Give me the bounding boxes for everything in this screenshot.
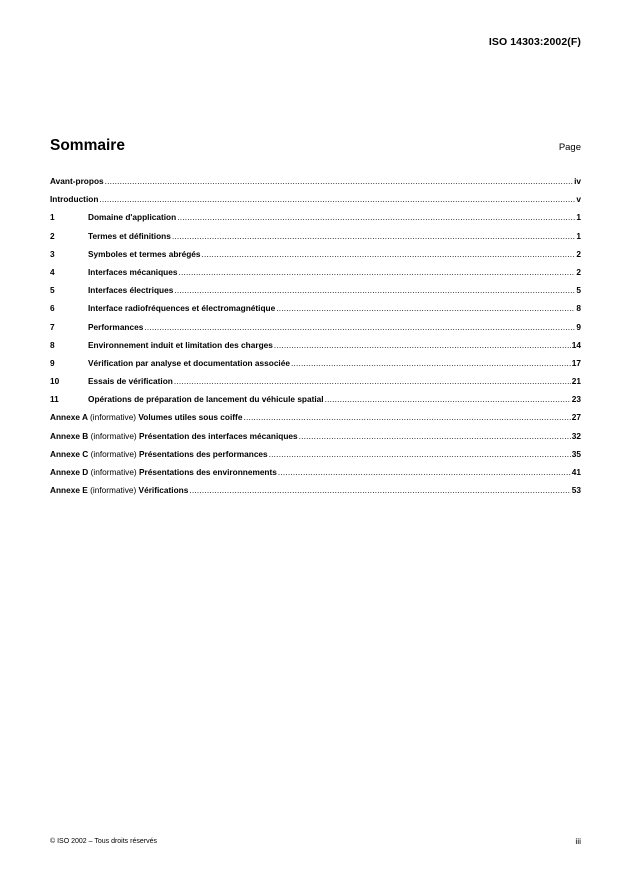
toc-entry-number: 2 — [50, 230, 55, 241]
toc-entry-title-group — [88, 231, 171, 241]
toc-dot-leader — [202, 249, 576, 259]
toc-annex-type: (informative) — [89, 412, 137, 423]
toc-entry-page: iv — [574, 176, 581, 186]
toc-dot-leader — [274, 340, 571, 350]
toc-entry-title: Essais de vérification — [88, 376, 173, 387]
toc-entry-page: 2 — [576, 248, 581, 259]
toc-annex-label: Annexe A — [50, 412, 88, 423]
toc-title: Sommaire — [50, 137, 125, 154]
toc-entry-page: 35 — [571, 448, 581, 459]
toc-entry-title-group — [88, 376, 173, 386]
toc-entry-page: 9 — [576, 321, 581, 332]
toc-entry-number: 9 — [50, 357, 55, 368]
toc-entry[interactable] — [50, 303, 581, 321]
toc-annex-label: Annexe D — [50, 467, 89, 477]
toc-entry-title: Termes et définitions — [88, 230, 171, 241]
toc-entry-number: 3 — [50, 248, 55, 259]
toc-entry-number: 10 — [50, 376, 60, 387]
toc-entry-title: Environnement induit et limitation des charges — [88, 339, 273, 350]
toc-entry[interactable] — [50, 376, 581, 394]
toc-entry-page: 14 — [571, 339, 581, 350]
toc-entry-page: 17 — [571, 357, 581, 368]
toc-entry-page: v — [576, 194, 581, 205]
toc-entry-title: Interfaces mécaniques — [88, 266, 178, 277]
toc-entry-number: 8 — [50, 339, 55, 350]
toc-dot-leader — [177, 212, 575, 222]
toc-dot-leader — [99, 194, 575, 204]
toc-entry[interactable] — [50, 358, 581, 376]
toc-entry-title: Présentation des interfaces mécaniques — [139, 430, 298, 441]
toc-entry[interactable] — [50, 176, 581, 194]
toc-entry-page: 1 — [576, 230, 581, 241]
toc-entry[interactable] — [50, 485, 581, 503]
toc-entry-title-group — [88, 394, 324, 404]
toc-entry-title: Présentations des performances — [139, 448, 268, 459]
toc-entry-title: Domaine d'application — [88, 212, 177, 223]
footer-page-number: iii — [575, 836, 581, 846]
toc-dot-leader — [174, 285, 575, 295]
toc-dot-leader — [325, 394, 571, 404]
toc-entry-number: 6 — [50, 303, 55, 314]
toc-entry-title: Avant-propos — [50, 176, 104, 186]
toc-dot-leader — [172, 231, 576, 241]
footer-copyright: © ISO 2002 – Tous droits réservés — [50, 838, 157, 845]
toc-entry-title-group — [50, 176, 104, 186]
toc-entry-number: 5 — [50, 285, 55, 296]
toc-entry-title-group — [50, 194, 98, 204]
toc-entry-title-group — [50, 467, 277, 477]
toc-entry-number: 4 — [50, 266, 55, 277]
toc-entry-title: Introduction — [50, 194, 99, 205]
toc-entry-title-group — [88, 285, 173, 295]
toc-entry-title-group — [88, 340, 273, 350]
toc-entry-title-group — [50, 412, 242, 422]
toc-entry-page: 41 — [571, 467, 581, 477]
toc-annex-label: Annexe B — [50, 430, 89, 441]
toc-entry-title-group — [88, 303, 275, 313]
toc-entry-title: Interface radiofréquences et électromagnétique — [88, 303, 276, 314]
toc-dot-leader — [189, 485, 570, 495]
toc-dot-leader — [243, 412, 570, 422]
toc-entry-number: 1 — [50, 212, 55, 223]
toc-entry[interactable] — [50, 449, 581, 467]
toc-entry-title: Performances — [88, 321, 144, 332]
toc-entry-title: Volumes utiles sous coiffe — [138, 412, 243, 423]
toc-entry[interactable] — [50, 394, 581, 412]
toc-entry-title: Interfaces électriques — [88, 285, 174, 296]
toc-entry[interactable] — [50, 467, 581, 485]
toc-annex-type: (informative) — [90, 430, 137, 441]
toc-entry-title: Vérifications — [138, 485, 189, 496]
toc-entry-page: 1 — [576, 212, 581, 223]
toc-dot-leader — [105, 176, 573, 186]
toc-dot-leader — [299, 431, 571, 441]
toc-entry-title-group — [88, 249, 201, 259]
toc-entry-title-group — [50, 431, 298, 441]
toc-entry-title-group — [88, 267, 177, 277]
toc-dot-leader — [276, 303, 575, 313]
toc-dot-leader — [269, 449, 571, 459]
toc-entry-title: Symboles et termes abrégés — [88, 248, 201, 259]
toc-dot-leader — [178, 267, 575, 277]
toc-entry[interactable] — [50, 249, 581, 267]
toc-entry-number: 7 — [50, 321, 55, 332]
toc-entry-title-group — [50, 449, 268, 459]
toc-entry-title-group — [88, 322, 143, 332]
table-of-contents — [50, 176, 581, 503]
toc-page-column-label: Page — [558, 142, 581, 153]
toc-entry-page: 5 — [576, 285, 581, 296]
toc-entry-page: 27 — [571, 412, 581, 423]
toc-entry[interactable] — [50, 340, 581, 358]
document-id: ISO 14303:2002(F) — [488, 36, 581, 48]
toc-entry-page: 23 — [571, 394, 581, 405]
toc-annex-type: (informative) — [90, 467, 137, 477]
toc-entry-title: Opérations de préparation de lancement du véhicule spatial — [88, 394, 324, 405]
toc-entry-title: Présentations des environnements — [139, 467, 277, 477]
toc-entry-page: 32 — [571, 430, 581, 441]
toc-annex-type: (informative) — [90, 448, 137, 459]
toc-entry-page: 8 — [576, 303, 581, 314]
toc-entry[interactable] — [50, 194, 581, 212]
toc-entry[interactable] — [50, 231, 581, 249]
toc-entry-page: 21 — [571, 376, 581, 387]
toc-annex-label: Annexe C — [50, 448, 89, 459]
toc-entry[interactable] — [50, 285, 581, 303]
toc-entry[interactable] — [50, 431, 581, 449]
toc-entry-number: 11 — [50, 394, 59, 405]
toc-entry[interactable] — [50, 212, 581, 230]
toc-entry[interactable] — [50, 322, 581, 340]
toc-entry-title-group — [50, 485, 188, 495]
toc-dot-leader — [144, 322, 575, 332]
toc-dot-leader — [174, 376, 571, 386]
toc-entry-page: 53 — [571, 485, 581, 496]
toc-annex-label: Annexe E — [50, 485, 88, 496]
toc-dot-leader — [291, 358, 571, 368]
toc-entry-page: 2 — [576, 266, 581, 277]
toc-entry-title: Vérification par analyse et documentation associée — [88, 357, 290, 368]
toc-entry[interactable] — [50, 412, 581, 430]
toc-entry-title-group — [88, 212, 176, 222]
toc-entry-title-group — [88, 358, 290, 368]
toc-annex-type: (informative) — [90, 485, 137, 496]
toc-entry[interactable] — [50, 267, 581, 285]
toc-dot-leader — [278, 467, 571, 477]
